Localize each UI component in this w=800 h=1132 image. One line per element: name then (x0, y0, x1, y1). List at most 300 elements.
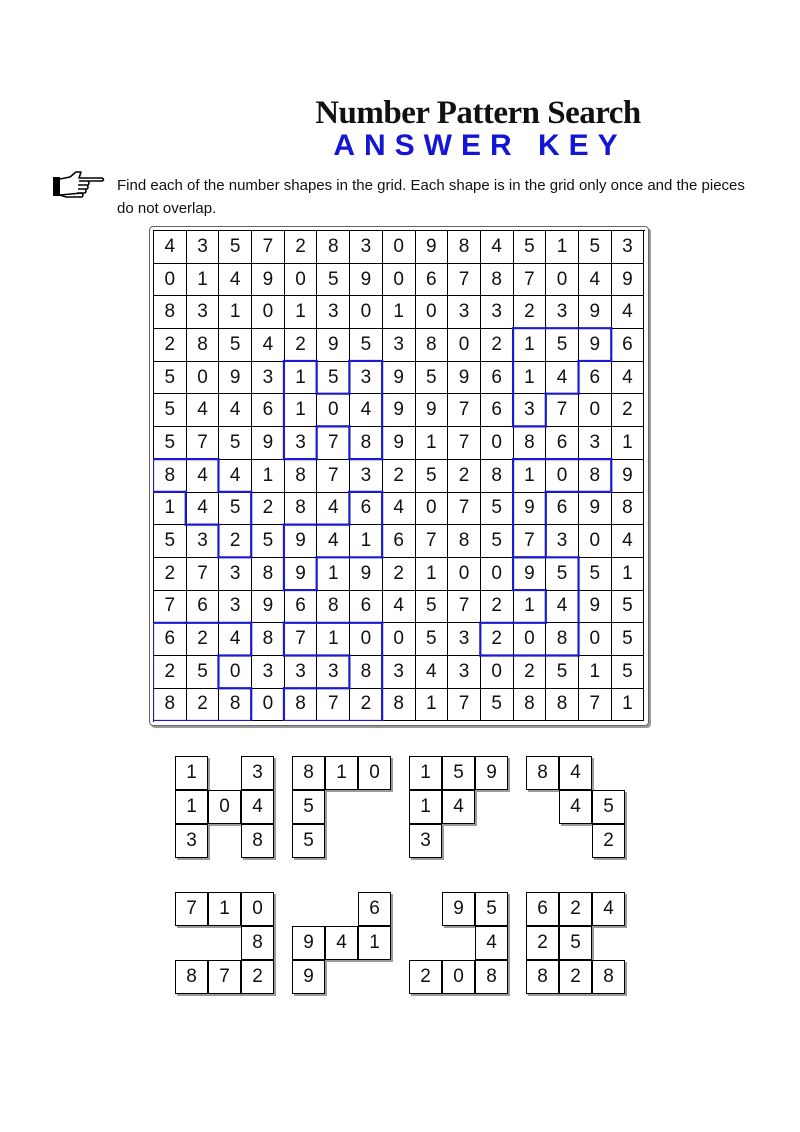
piece-4 (526, 756, 626, 858)
grid-cell: 6 (481, 394, 514, 427)
grid-cell: 9 (383, 427, 416, 460)
grid-cell: 3 (481, 296, 514, 329)
piece-cell: 3 (241, 756, 274, 790)
grid-cell: 3 (350, 362, 383, 395)
grid-cell: 8 (285, 493, 318, 526)
grid-cell: 3 (448, 656, 481, 689)
grid-cell: 6 (416, 264, 449, 297)
piece-cell: 8 (592, 960, 625, 994)
grid-cell: 8 (481, 460, 514, 493)
grid-cell: 9 (383, 394, 416, 427)
piece-7 (409, 892, 509, 994)
piece-cell: 8 (292, 756, 325, 790)
grid-cell: 5 (546, 558, 579, 591)
grid-cell: 4 (546, 362, 579, 395)
grid-cell: 1 (219, 296, 252, 329)
grid-row (154, 493, 645, 526)
grid-cell: 4 (317, 493, 350, 526)
grid-cell: 5 (546, 329, 579, 362)
grid-cell: 7 (448, 689, 481, 722)
grid-row (154, 656, 645, 689)
grid-cell: 2 (219, 525, 252, 558)
grid-cell: 9 (252, 427, 285, 460)
piece-cell: 9 (292, 926, 325, 960)
piece-cell: 8 (241, 824, 274, 858)
grid-cell: 8 (252, 623, 285, 656)
grid-cell: 3 (252, 362, 285, 395)
grid-cell: 0 (252, 296, 285, 329)
grid-cell: 8 (187, 329, 220, 362)
grid-cell: 5 (317, 362, 350, 395)
grid-cell: 3 (285, 656, 318, 689)
grid-cell: 5 (579, 231, 612, 264)
grid-cell: 3 (187, 296, 220, 329)
piece-cell: 5 (592, 790, 625, 824)
grid-cell: 9 (252, 591, 285, 624)
grid-cell: 6 (350, 493, 383, 526)
grid-cell: 7 (187, 427, 220, 460)
grid-cell: 4 (252, 329, 285, 362)
grid-cell: 0 (252, 689, 285, 722)
grid-cell: 4 (350, 394, 383, 427)
grid-cell: 7 (416, 525, 449, 558)
piece-cell: 2 (559, 892, 592, 926)
piece-6 (292, 892, 392, 994)
grid-cell: 7 (579, 689, 612, 722)
grid-cell: 7 (448, 394, 481, 427)
grid-cell: 5 (317, 264, 350, 297)
piece-1 (175, 756, 275, 858)
grid-cell: 4 (579, 264, 612, 297)
grid-row (154, 231, 645, 264)
grid-cell: 1 (383, 296, 416, 329)
grid-cell: 0 (383, 264, 416, 297)
grid-cell: 0 (481, 656, 514, 689)
answer-key-subtitle: ANSWER KEY (333, 129, 627, 162)
grid-cell: 8 (612, 493, 645, 526)
grid-cell: 5 (187, 656, 220, 689)
grid-cell: 7 (187, 558, 220, 591)
grid-cell: 3 (448, 296, 481, 329)
grid-cell: 3 (350, 460, 383, 493)
piece-cell: 2 (409, 960, 442, 994)
grid-cell: 9 (350, 558, 383, 591)
grid-cell: 3 (448, 623, 481, 656)
piece-3 (409, 756, 509, 858)
grid-cell: 5 (546, 656, 579, 689)
piece-cell: 4 (241, 790, 274, 824)
grid-cell: 8 (285, 689, 318, 722)
grid-cell: 2 (154, 558, 187, 591)
grid-cell: 1 (252, 460, 285, 493)
piece-cell: 7 (208, 960, 241, 994)
grid-cell: 1 (154, 493, 187, 526)
grid-cell: 4 (219, 394, 252, 427)
grid-cell: 2 (285, 329, 318, 362)
grid-cell: 8 (154, 460, 187, 493)
grid-cell: 1 (579, 656, 612, 689)
grid-cell: 6 (546, 493, 579, 526)
grid-cell: 5 (154, 427, 187, 460)
grid-cell: 9 (579, 493, 612, 526)
grid-cell: 5 (612, 623, 645, 656)
grid-cell: 3 (285, 427, 318, 460)
grid-cell: 0 (481, 558, 514, 591)
grid-cell: 9 (252, 264, 285, 297)
grid-cell: 1 (514, 329, 547, 362)
piece-cell: 4 (325, 926, 358, 960)
grid-cell: 0 (350, 623, 383, 656)
grid-cell: 7 (546, 394, 579, 427)
grid-cell: 1 (514, 460, 547, 493)
pointing-hand-icon (52, 170, 106, 200)
grid-cell: 3 (612, 231, 645, 264)
grid-cell: 1 (612, 558, 645, 591)
piece-cell: 8 (526, 960, 559, 994)
grid-cell: 2 (383, 460, 416, 493)
grid-cell: 8 (579, 460, 612, 493)
grid-cell: 2 (481, 329, 514, 362)
grid-cell: 8 (514, 689, 547, 722)
grid-cell: 8 (448, 231, 481, 264)
grid-cell: 4 (481, 231, 514, 264)
grid-cell: 1 (285, 296, 318, 329)
piece-cell: 4 (559, 756, 592, 790)
grid-cell: 6 (383, 525, 416, 558)
grid-cell: 1 (546, 231, 579, 264)
grid-cell: 0 (154, 264, 187, 297)
grid-cell: 9 (514, 493, 547, 526)
grid-cell: 9 (317, 329, 350, 362)
grid-cell: 9 (285, 525, 318, 558)
grid-cell: 8 (317, 591, 350, 624)
grid-cell: 6 (612, 329, 645, 362)
grid-cell: 0 (546, 460, 579, 493)
grid-cell: 9 (416, 231, 449, 264)
grid-cell: 1 (514, 591, 547, 624)
grid-cell: 0 (546, 264, 579, 297)
grid-cell: 1 (612, 427, 645, 460)
grid-cell: 8 (350, 656, 383, 689)
piece-cell: 2 (241, 960, 274, 994)
grid-cell: 0 (350, 296, 383, 329)
grid-cell: 7 (285, 623, 318, 656)
grid-cell: 0 (579, 623, 612, 656)
grid-cell: 0 (416, 296, 449, 329)
piece-cell: 1 (175, 756, 208, 790)
grid-cell: 5 (154, 525, 187, 558)
grid-cell: 3 (317, 296, 350, 329)
grid-cell: 3 (219, 591, 252, 624)
piece-cell: 6 (526, 892, 559, 926)
grid-cell: 7 (154, 591, 187, 624)
piece-cell: 7 (175, 892, 208, 926)
grid-cell: 8 (416, 329, 449, 362)
grid-cell: 8 (285, 460, 318, 493)
piece-cell: 1 (175, 790, 208, 824)
grid-cell: 2 (350, 689, 383, 722)
grid-cell: 9 (579, 329, 612, 362)
piece-cell: 0 (358, 756, 391, 790)
grid-cell: 3 (219, 558, 252, 591)
piece-cell: 9 (442, 892, 475, 926)
grid-cell: 4 (219, 623, 252, 656)
grid-cell: 4 (187, 394, 220, 427)
grid-cell: 4 (383, 591, 416, 624)
grid-cell: 1 (285, 394, 318, 427)
grid-cell: 6 (579, 362, 612, 395)
grid-cell: 1 (612, 689, 645, 722)
piece-cell: 1 (409, 790, 442, 824)
piece-5 (175, 892, 275, 994)
grid-cell: 0 (579, 394, 612, 427)
grid-cell: 7 (317, 460, 350, 493)
grid-cell: 2 (252, 493, 285, 526)
grid-cell: 0 (448, 329, 481, 362)
grid-cell: 7 (448, 427, 481, 460)
grid-cell: 9 (612, 460, 645, 493)
grid-cell: 5 (416, 623, 449, 656)
grid-cell: 8 (219, 689, 252, 722)
grid-cell: 5 (481, 493, 514, 526)
grid-row (154, 623, 645, 656)
piece-cell: 5 (559, 926, 592, 960)
grid-cell: 6 (187, 591, 220, 624)
piece-cell: 5 (292, 790, 325, 824)
grid-cell: 3 (546, 296, 579, 329)
piece-cell: 4 (592, 892, 625, 926)
grid-cell: 5 (612, 591, 645, 624)
grid-cell: 2 (187, 689, 220, 722)
grid-cell: 4 (187, 460, 220, 493)
grid-cell: 7 (317, 427, 350, 460)
grid-cell: 9 (219, 362, 252, 395)
piece-cell: 2 (526, 926, 559, 960)
grid-cell: 5 (481, 525, 514, 558)
grid-cell: 5 (612, 656, 645, 689)
piece-cell: 8 (241, 926, 274, 960)
grid-cell: 1 (416, 427, 449, 460)
grid-cell: 0 (317, 394, 350, 427)
grid-cell: 4 (219, 264, 252, 297)
grid-cell: 9 (514, 558, 547, 591)
grid-cell: 5 (154, 362, 187, 395)
grid-cell: 5 (416, 362, 449, 395)
piece-cell: 2 (559, 960, 592, 994)
grid-cell: 2 (514, 656, 547, 689)
grid-cell: 8 (154, 689, 187, 722)
grid-cell: 8 (350, 427, 383, 460)
piece-8 (526, 892, 626, 994)
piece-cell: 8 (526, 756, 559, 790)
grid-cell: 3 (383, 656, 416, 689)
grid-cell: 5 (481, 689, 514, 722)
grid-cell: 6 (481, 362, 514, 395)
grid-cell: 0 (383, 231, 416, 264)
grid-cell: 2 (481, 623, 514, 656)
grid-cell: 3 (546, 525, 579, 558)
grid-cell: 8 (448, 525, 481, 558)
grid-cell: 5 (154, 394, 187, 427)
grid-row (154, 362, 645, 395)
grid-cell: 0 (448, 558, 481, 591)
grid-cell: 3 (252, 656, 285, 689)
grid-cell: 0 (285, 264, 318, 297)
grid-cell: 9 (579, 591, 612, 624)
grid-cell: 4 (187, 493, 220, 526)
grid-cell: 5 (514, 231, 547, 264)
grid-cell: 8 (546, 623, 579, 656)
grid-cell: 3 (579, 427, 612, 460)
grid-cell: 7 (448, 591, 481, 624)
grid-cell: 3 (187, 525, 220, 558)
grid-cell: 3 (514, 394, 547, 427)
grid-cell: 0 (187, 362, 220, 395)
piece-cell: 1 (325, 756, 358, 790)
piece-cell: 0 (241, 892, 274, 926)
piece-cell: 5 (475, 892, 508, 926)
grid-cell: 9 (579, 296, 612, 329)
grid-cell: 7 (448, 493, 481, 526)
grid-row (154, 329, 645, 362)
grid-cell: 5 (579, 558, 612, 591)
grid-cell: 1 (285, 362, 318, 395)
grid-row (154, 591, 645, 624)
grid-row (154, 460, 645, 493)
grid-cell: 9 (285, 558, 318, 591)
grid-cell: 9 (383, 362, 416, 395)
grid-cell: 5 (416, 591, 449, 624)
grid-cell: 9 (416, 394, 449, 427)
grid-cell: 9 (350, 264, 383, 297)
grid-cell: 0 (416, 493, 449, 526)
grid-row (154, 689, 645, 722)
grid-cell: 2 (154, 329, 187, 362)
grid-row (154, 525, 645, 558)
grid-cell: 4 (317, 525, 350, 558)
grid-cell: 2 (154, 656, 187, 689)
grid-cell: 1 (317, 623, 350, 656)
grid-cell: 3 (350, 231, 383, 264)
grid-cell: 7 (514, 525, 547, 558)
grid-cell: 5 (252, 525, 285, 558)
grid-row (154, 296, 645, 329)
grid-cell: 6 (252, 394, 285, 427)
grid-cell: 3 (383, 329, 416, 362)
grid-row (154, 264, 645, 297)
grid-cell: 8 (154, 296, 187, 329)
grid-row (154, 558, 645, 591)
grid-cell: 0 (219, 656, 252, 689)
grid-cell: 6 (154, 623, 187, 656)
grid-cell: 7 (317, 689, 350, 722)
piece-cell: 4 (559, 790, 592, 824)
grid-cell: 2 (383, 558, 416, 591)
number-grid-frame (149, 226, 649, 726)
grid-cell: 2 (285, 231, 318, 264)
grid-cell: 4 (612, 362, 645, 395)
grid-row (154, 427, 645, 460)
page-title: Number Pattern Search (315, 95, 641, 131)
grid-cell: 2 (612, 394, 645, 427)
instructions-text: Find each of the number shapes in the grid. Each shape is in the grid only once and the pieces do not overlap. (117, 177, 745, 217)
grid-cell: 2 (448, 460, 481, 493)
grid-cell: 7 (514, 264, 547, 297)
grid-cell: 8 (546, 689, 579, 722)
grid-cell: 8 (514, 427, 547, 460)
piece-cell: 1 (208, 892, 241, 926)
grid-cell: 8 (481, 264, 514, 297)
grid-cell: 4 (416, 656, 449, 689)
piece-cell: 3 (409, 824, 442, 858)
grid-cell: 5 (219, 427, 252, 460)
grid-cell: 7 (448, 264, 481, 297)
grid-cell: 6 (350, 591, 383, 624)
grid-cell: 8 (252, 558, 285, 591)
piece-cell: 8 (175, 960, 208, 994)
grid-cell: 0 (383, 623, 416, 656)
piece-cell: 1 (409, 756, 442, 790)
grid-cell: 5 (219, 493, 252, 526)
number-grid (153, 230, 645, 722)
piece-cell: 2 (592, 824, 625, 858)
grid-cell: 4 (546, 591, 579, 624)
grid-cell: 1 (317, 558, 350, 591)
piece-cell: 5 (292, 824, 325, 858)
grid-cell: 4 (219, 460, 252, 493)
grid-cell: 2 (514, 296, 547, 329)
grid-cell: 4 (383, 493, 416, 526)
grid-row (154, 394, 645, 427)
grid-cell: 5 (416, 460, 449, 493)
grid-cell: 9 (612, 264, 645, 297)
grid-cell: 5 (219, 329, 252, 362)
grid-cell: 5 (350, 329, 383, 362)
grid-cell: 8 (383, 689, 416, 722)
grid-cell: 4 (154, 231, 187, 264)
grid-cell: 2 (187, 623, 220, 656)
grid-cell: 4 (612, 296, 645, 329)
grid-cell: 1 (514, 362, 547, 395)
grid-cell: 0 (579, 525, 612, 558)
piece-cell: 0 (208, 790, 241, 824)
piece-cell: 8 (475, 960, 508, 994)
piece-cell: 9 (292, 960, 325, 994)
grid-cell: 0 (481, 427, 514, 460)
grid-cell: 1 (350, 525, 383, 558)
piece-cell: 1 (358, 926, 391, 960)
grid-cell: 5 (219, 231, 252, 264)
grid-cell: 4 (612, 525, 645, 558)
grid-cell: 3 (317, 656, 350, 689)
piece-cell: 3 (175, 824, 208, 858)
piece-cell: 4 (442, 790, 475, 824)
grid-cell: 1 (416, 689, 449, 722)
grid-cell: 1 (416, 558, 449, 591)
piece-cell: 4 (475, 926, 508, 960)
grid-cell: 0 (514, 623, 547, 656)
piece-cell: 5 (442, 756, 475, 790)
piece-cell: 6 (358, 892, 391, 926)
piece-2 (292, 756, 392, 858)
grid-cell: 3 (187, 231, 220, 264)
grid-cell: 1 (187, 264, 220, 297)
grid-cell: 8 (317, 231, 350, 264)
grid-cell: 7 (252, 231, 285, 264)
grid-cell: 2 (481, 591, 514, 624)
piece-cell: 9 (475, 756, 508, 790)
grid-cell: 6 (285, 591, 318, 624)
